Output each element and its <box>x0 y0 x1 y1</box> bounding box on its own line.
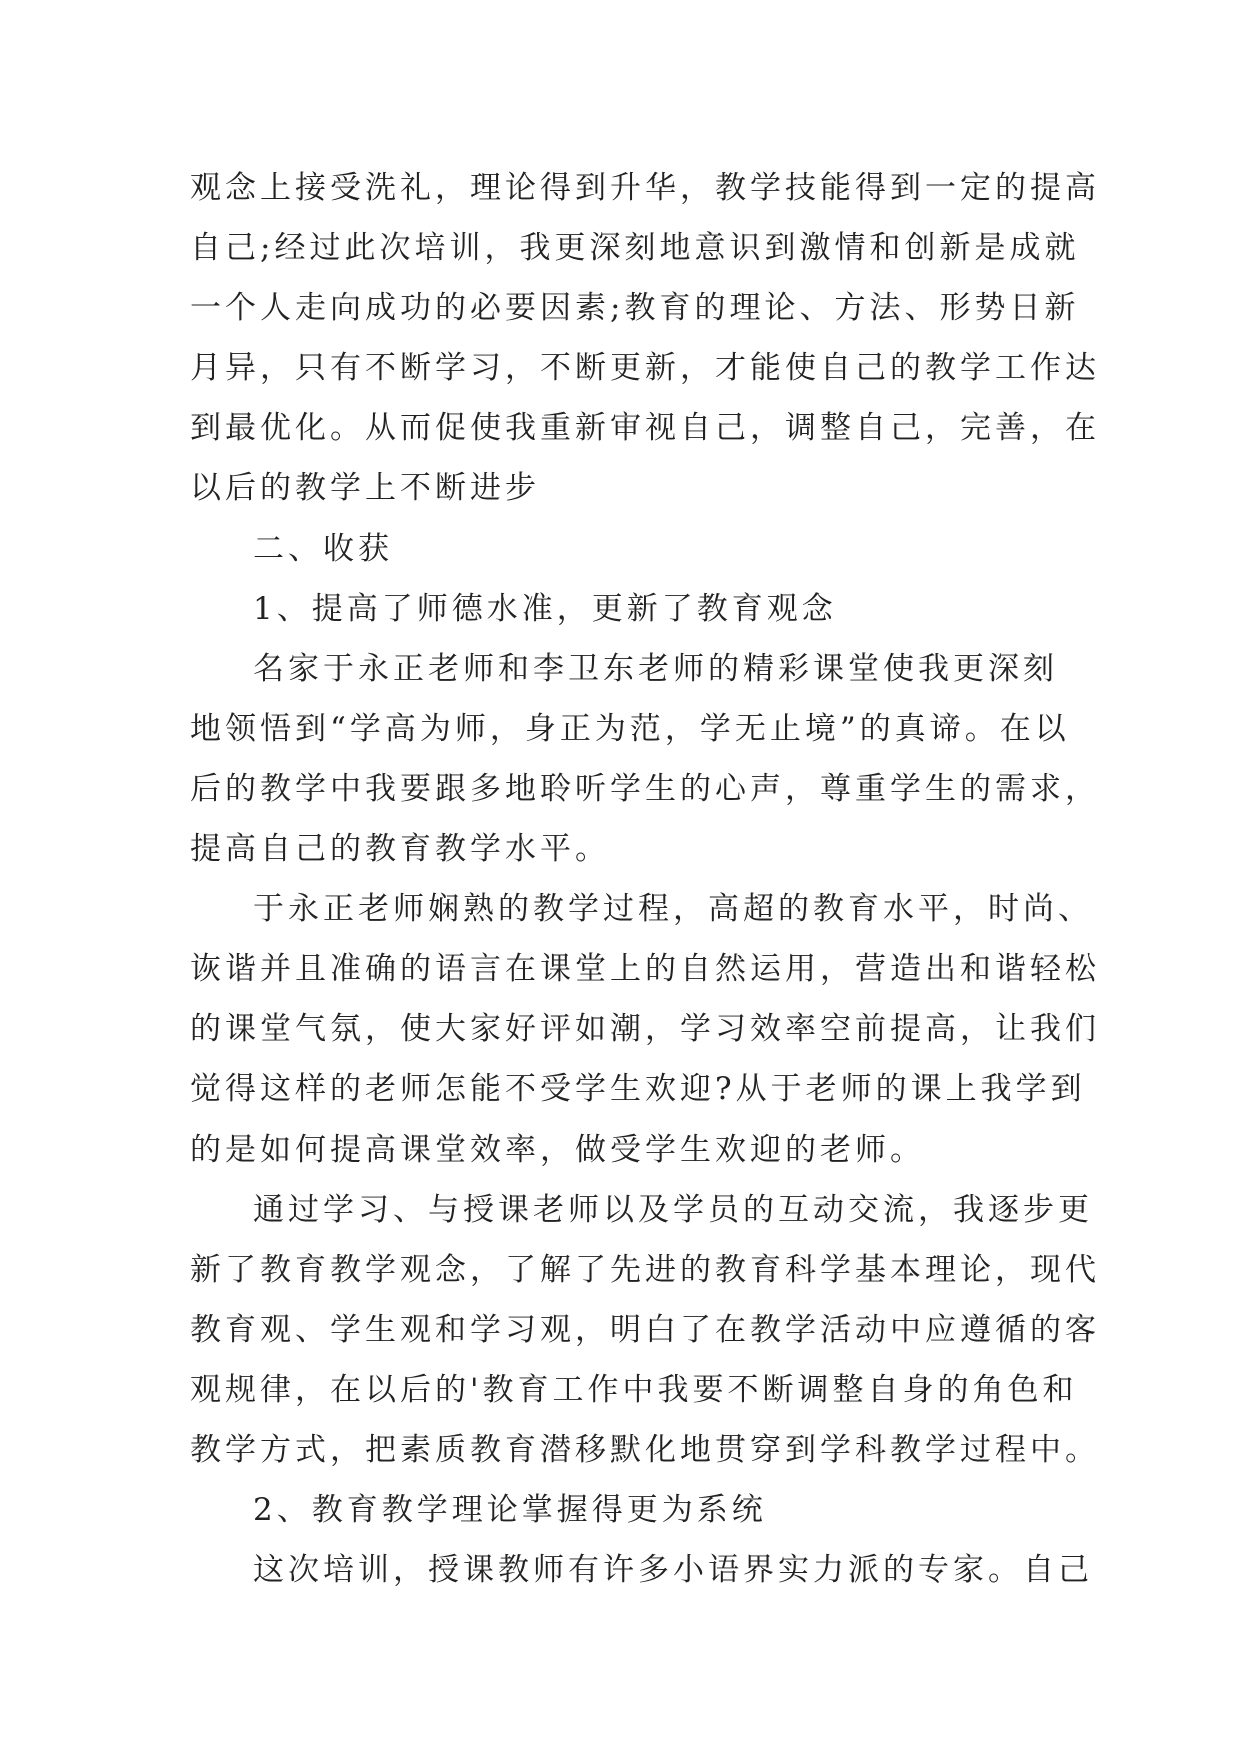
text-line: 提高自己的教育教学水平。 <box>190 831 610 868</box>
text-line: 月异，只有不断学习，不断更新，才能使自己的教学工作达 <box>190 350 1100 387</box>
text-line: 新了教育教学观念，了解了先进的教育科学基本理论，现代 <box>190 1251 1100 1288</box>
text-line: 这次培训，授课教师有许多小语界实力派的专家。自己 <box>253 1552 1093 1589</box>
text-line: 观规律，在以后的'教育工作中我要不断调整自身的角色和 <box>190 1371 1078 1408</box>
text-line: 通过学习、与授课老师以及学员的互动交流，我逐步更 <box>253 1191 1093 1228</box>
section-heading: 二、收获 <box>253 530 393 567</box>
text-line: 一个人走向成功的必要因素;教育的理论、方法、形势日新 <box>190 290 1080 327</box>
text-line: 教育观、学生观和学习观，明白了在教学活动中应遵循的客 <box>190 1311 1100 1348</box>
text-line: 教学方式，把素质教育潜移默化地贯穿到学科教学过程中。 <box>190 1431 1100 1468</box>
subsection-heading: 2、教育教学理论掌握得更为系统 <box>253 1492 767 1529</box>
text-line: 的是如何提高课堂效率，做受学生欢迎的老师。 <box>190 1131 925 1168</box>
text-line: 以后的教学上不断进步 <box>190 470 540 507</box>
text-line: 名家于永正老师和李卫东老师的精彩课堂使我更深刻 <box>253 650 1058 687</box>
text-line: 到最优化。从而促使我重新审视自己，调整自己，完善，在 <box>190 410 1100 447</box>
text-line: 诙谐并且准确的语言在课堂上的自然运用，营造出和谐轻松 <box>190 951 1100 988</box>
text-line: 觉得这样的老师怎能不受学生欢迎?从于老师的课上我学到 <box>190 1071 1086 1108</box>
text-line: 于永正老师娴熟的教学过程，高超的教育水平，时尚、 <box>253 891 1093 928</box>
text-line: 的课堂气氛，使大家好评如潮，学习效率空前提高，让我们 <box>190 1011 1100 1048</box>
document-body <box>190 158 1100 1600</box>
text-line: 地领悟到“学高为师，身正为范，学无止境”的真谛。在以 <box>190 710 1070 747</box>
text-line: 自己;经过此次培训，我更深刻地意识到激情和创新是成就 <box>190 230 1080 267</box>
text-line: 后的教学中我要跟多地聆听学生的心声，尊重学生的需求， <box>190 770 1100 807</box>
subsection-heading: 1、提高了师德水准，更新了教育观念 <box>253 590 837 627</box>
text-line: 观念上接受洗礼，理论得到升华，教学技能得到一定的提高 <box>190 170 1100 206</box>
